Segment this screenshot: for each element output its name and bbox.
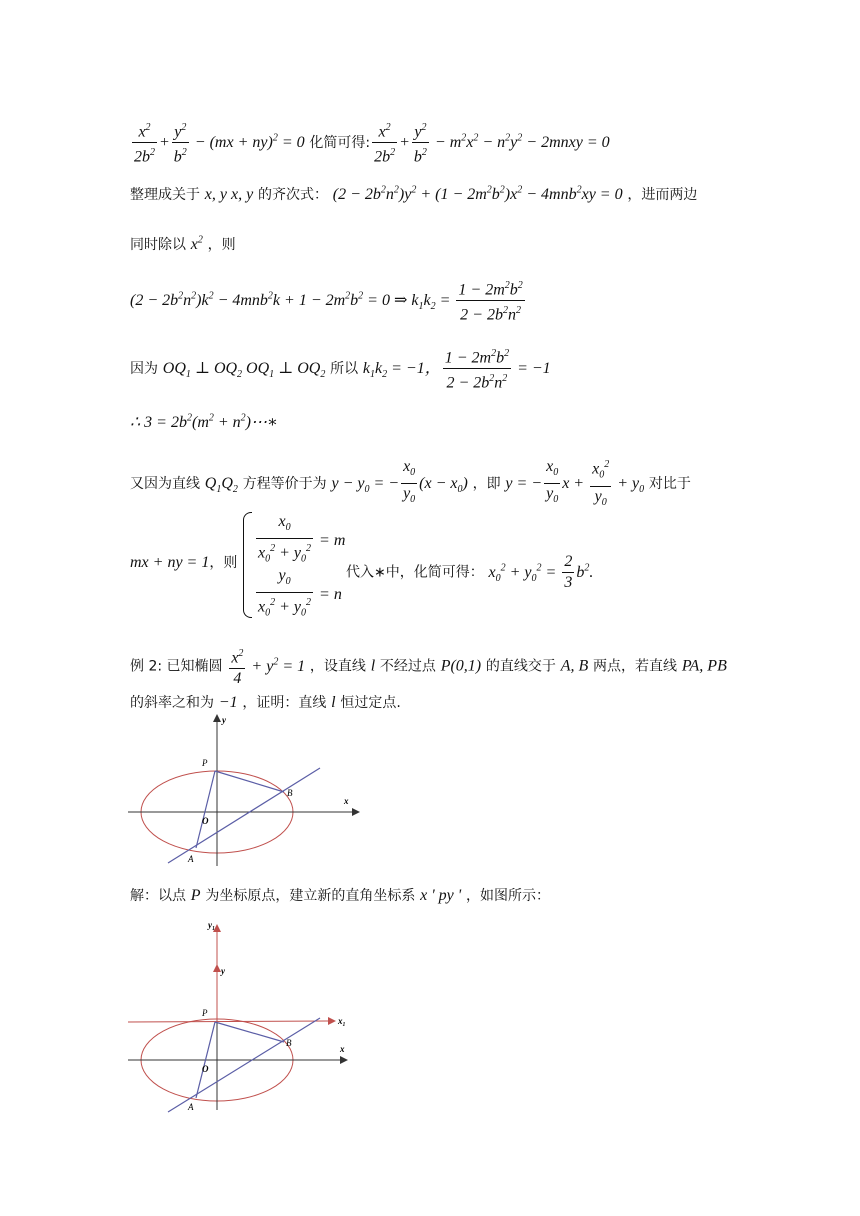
line-l	[168, 1018, 320, 1112]
equation-line-1: $\frac{x^2}{2b^2}$ + $\frac{y^2}{b^2}$ − (mx + ny)$^2$ = 0 化简可得: $\frac{x^2}{2b^2}$ + $\frac{y^2}{b^2}$ − $m^2x^2 - n^2y^2$ − 2mnxy = 0	[130, 118, 610, 168]
system-brace	[243, 512, 252, 618]
label-P: P	[202, 1008, 208, 1018]
label-B: B	[286, 1038, 292, 1048]
label-A: A	[188, 854, 194, 864]
equation-line-mx-ny: mx + ny = 1，则	[130, 554, 238, 571]
y-axis-arrow	[213, 714, 221, 722]
label-O: O	[202, 1064, 209, 1074]
equation-line-result: 代入∗中，化简可得： $x_0^2 + y_0^2$ = $\frac{2}{3}$ $b^2$.	[346, 553, 594, 591]
paragraph-divide: 同时除以 $x^2$ ，则	[130, 234, 236, 253]
line-PB	[215, 771, 284, 792]
system-eq-2: $\frac{y_0}{x_0^2 + y_0^2}$ = n	[258, 567, 342, 619]
paragraph-line-Q1Q2: 又因为直线 $Q_1Q_2$ 方程等价于为 $y - y_0$ = − $\frac{x_0}{y_0}$ $(x - x_0)$ ，即 y = − $\frac{x_0}{y_0}$ x + $\frac{x_0^2}{y_0}$ + $y_0$ 对比于	[130, 455, 691, 513]
label-B: B	[287, 788, 293, 798]
label-x: x	[340, 1044, 345, 1054]
label-P: P	[202, 758, 208, 768]
x-prime-arrow	[328, 1017, 336, 1025]
example-2-statement-2: 的斜率之和为 −1 ，证明：直线 l 恒过定点.	[130, 694, 401, 711]
system-eq-1: $\frac{x_0}{x_0^2 + y_0^2}$ = m	[258, 513, 346, 565]
y-axis-arrow	[213, 964, 221, 972]
line-PA	[196, 771, 215, 848]
line-l	[168, 768, 320, 863]
x-axis-arrow	[340, 1056, 348, 1064]
paragraph-homogeneous: 整理成关于 x, y x, y 的齐次式： $(2 - 2b^2n^2)y^2 + (1 - 2m^2b^2)x^2 - 4mnb^2xy = 0$ ，进而两边	[130, 184, 698, 203]
x-axis-arrow	[352, 808, 360, 816]
solution-intro: 解：以点 P 为坐标原点，建立新的直角坐标系 x ' py ' ，如图所示：	[130, 887, 550, 904]
label-x1: x₁	[338, 1016, 346, 1026]
equation-line-star: ∴ $3 = 2b^2(m^2$ + $n^2)\cdots∗$	[130, 412, 278, 431]
equation-line-perpendicular: 因为 $OQ_1$ ⊥ $OQ_2$ $OQ_1$ ⊥ $OQ_2$ 所以 $k_1k_2 = -1$， $\frac{1 - 2m^2b^2}{2 - 2b^2n^2}$ = −1	[130, 344, 551, 394]
line-PB	[215, 1022, 284, 1042]
label-y: y	[221, 966, 225, 976]
text-simplify: 化简可得:	[309, 134, 371, 151]
label-O: O	[202, 816, 209, 826]
figure-ellipse-1	[128, 712, 360, 868]
equation-line-quadratic-k: $(2 - 2b^2n^2)k^2 - 4mnb^2k + 1 - 2m^2b^2 = 0$ ⇒ $k_1k_2$ = $\frac{1 - 2m^2b^2}{2 - 2b^2n^2}$	[130, 276, 527, 326]
label-y: y	[222, 715, 226, 725]
example-2-statement: 例 2: 已知椭圆 $\frac{x^2}{4}$ + $y^2 = 1$ ，设直线 l 不经过点 P(0,1) 的直线交于 A, B 两点，若直线 PA, PB	[130, 644, 727, 689]
figure-ellipse-2	[128, 918, 360, 1114]
x-prime-axis	[128, 1021, 328, 1022]
label-y1: y₁	[208, 920, 216, 930]
label-A: A	[188, 1102, 194, 1112]
label-x: x	[344, 796, 349, 806]
